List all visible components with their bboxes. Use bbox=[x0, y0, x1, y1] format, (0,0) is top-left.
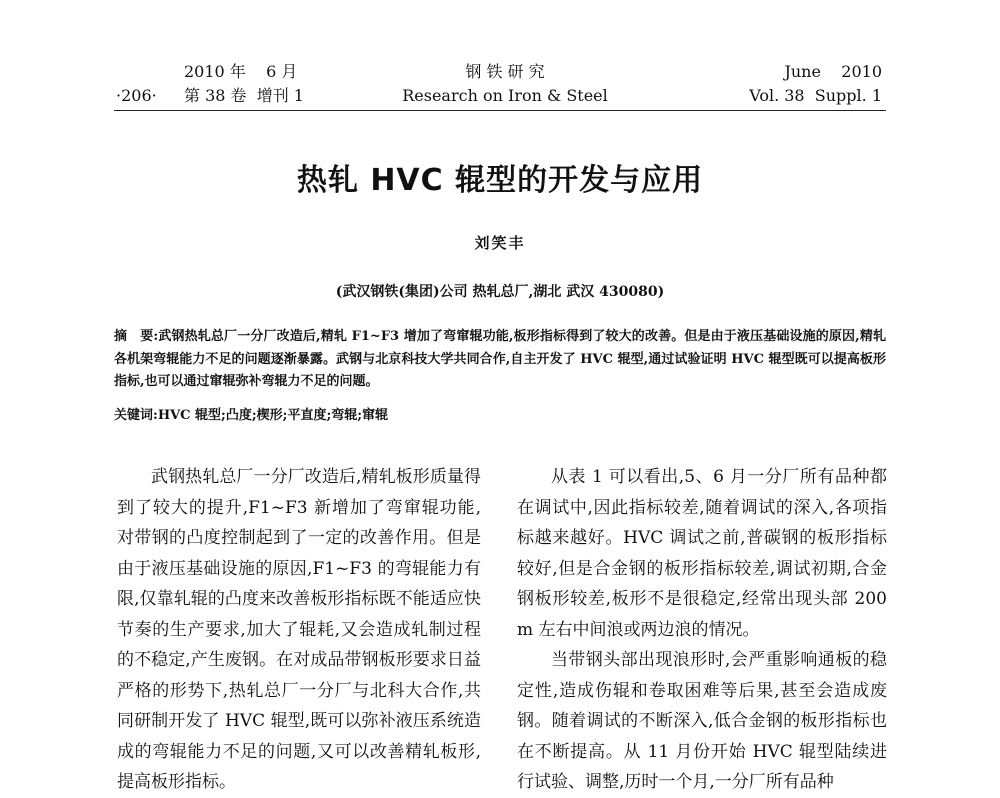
header-volume-cn: 第 38 卷 增刊 1 bbox=[184, 86, 304, 105]
abstract-text: 武钢热轧总厂一分厂改造后,精轧 F1~F3 增加了弯窜辊功能,板形指标得到了较大的改善。但是由于液压基础设施的原因,精轧各机架弯辊能力不足的问题逐渐暴露。武钢与北京科技大学共同合作,自主开发了 HVC 辊型,通过试验证明 HVC 辊型既可以提高板形指标,也可以通过窜辊弥补弯辊力不足的问题。 bbox=[114, 329, 886, 389]
header-date-en: June 2010 bbox=[784, 62, 882, 81]
header-right bbox=[749, 60, 882, 108]
page-number: ·206· bbox=[116, 86, 157, 105]
author-affiliation: (武汉钢铁(集团)公司 热轧总厂,湖北 武汉 430080) bbox=[335, 284, 665, 300]
header-rule bbox=[114, 110, 886, 111]
journal-name-en: Research on Iron & Steel bbox=[402, 86, 608, 105]
body-paragraph: 当带钢头部出现浪形时,会严重影响通板的稳定性,造成伤辊和卷取困难等后果,甚至会造成废钢。随着调试的不断深入,低合金钢的板形指标也在不断提高。从 11 月份开始 HVC 辊型陆续进行试验、调整,历时一个月,一分厂所有品种 bbox=[517, 650, 887, 792]
keywords bbox=[114, 405, 886, 427]
keywords-label: 关键词: bbox=[114, 408, 158, 423]
header-volume-en: Vol. 38 Suppl. 1 bbox=[749, 86, 882, 105]
body-paragraph: 从表 1 可以看出,5、6 月一分厂所有品种都在调试中,因此指标较差,随着调试的深入,各项指标越来越好。HVC 调试之前,普碳钢的板形指标较好,但是合金钢的板形指标较差,调试初期,合金钢板形较差,板形不是很稳定,经常出现头部 200 m 左右中间浪或两边浪的情况。 bbox=[517, 467, 887, 640]
body-column-right bbox=[517, 462, 887, 798]
keywords-text: HVC 辊型;凸度;楔形;平直度;弯辊;窜辊 bbox=[157, 408, 389, 423]
body-column-left bbox=[117, 462, 481, 798]
abstract-label: 摘 要: bbox=[114, 329, 159, 344]
paper-title: 热轧 HVC 辊型的开发与应用 bbox=[296, 163, 704, 198]
header-date: 2010 年 6 月 bbox=[184, 62, 298, 81]
author-name: 刘笑丰 bbox=[474, 234, 526, 252]
abstract bbox=[114, 326, 886, 394]
header-journal bbox=[380, 60, 630, 108]
body-paragraph: 武钢热轧总厂一分厂改造后,精轧板形质量得到了较大的提升,F1~F3 新增加了弯窜辊功能,对带钢的凸度控制起到了一定的改善作用。但是由于液压基础设施的原因,F1~F3 的弯辊能力有限,仅靠轧辊的凸度来改善板形指标既不能适应快节奏的生产要求,加大了辊耗,又会造成轧制过程的不稳定,产生废钢。在对成品带钢板形要求日益严格的形势下,热轧总厂一分厂与北科大合作,共同研制开发了 HVC 辊型,既可以弥补液压系统造成的弯辊能力不足的问题,又可以改善精轧板形,提高板形指标。 bbox=[117, 467, 481, 792]
header-left bbox=[116, 60, 304, 108]
journal-name-cn: 钢 铁 研 究 bbox=[465, 62, 545, 81]
